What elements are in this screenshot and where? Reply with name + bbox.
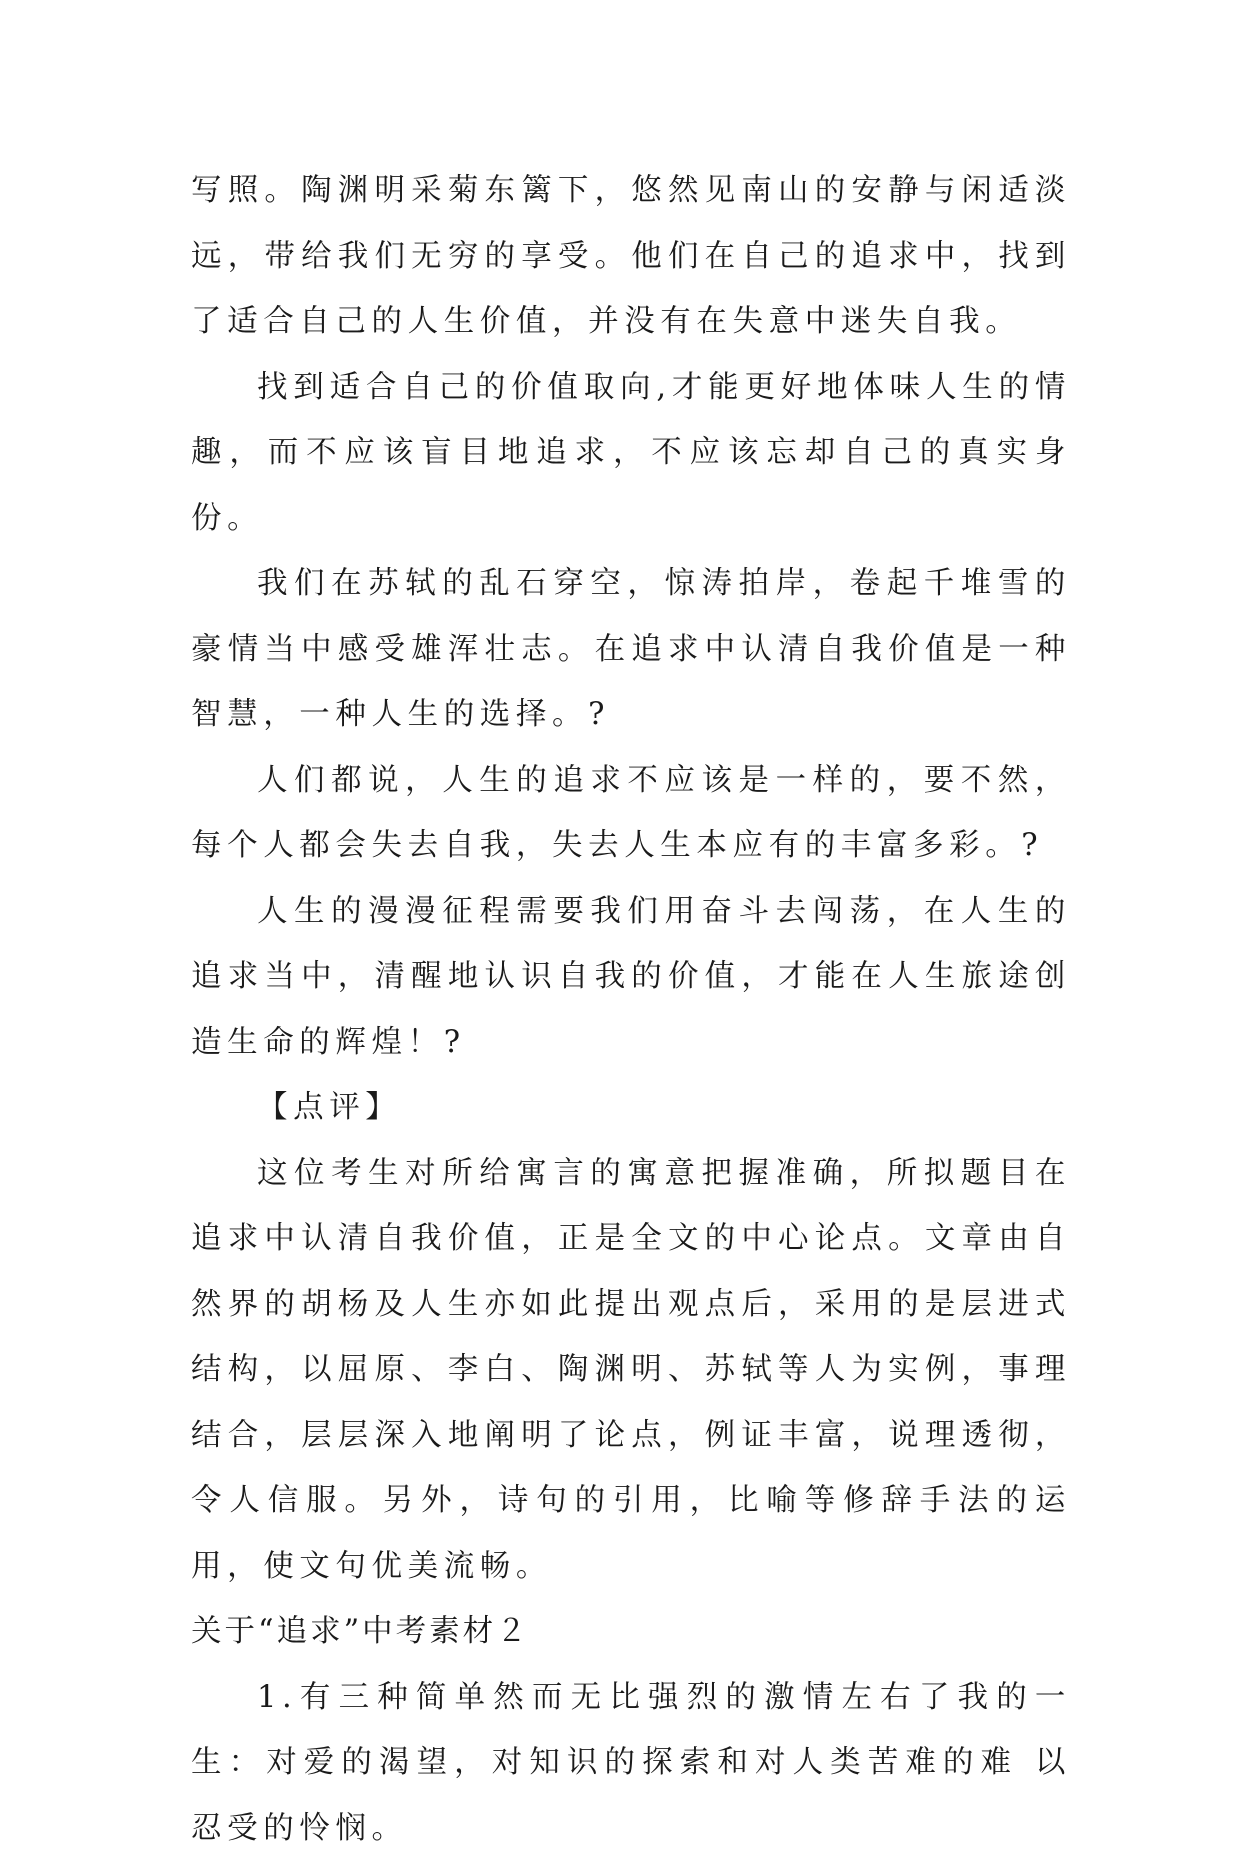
review-paragraph: 这位考生对所给寓言的寓意把握准确，所拟题目在追求中认清自我价值，正是全文的中心论点。文章由自然界的胡杨及人生亦如此提出观点后，采用的是层进式结构，以屈原、李白、陶渊明、苏轼等人为实例，事理结合，层层深入地阐明了论点，例证丰富，说理透彻，令人信服。另外，诗句的引用，比喻等修辞手法的运用，使文句优美流畅。 <box>191 1141 1071 1600</box>
section-item-1: 1.有三种简单然而无比强烈的激情左右了我的一生：对爱的渴望，对知识的探索和对人类苦难的难 以忍受的怜悯。 <box>191 1665 1071 1861</box>
article-paragraph-2: 找到适合自己的价值取向,才能更好地体味人生的情趣，而不应该盲目地追求，不应该忘却自己的真实身份。 <box>191 355 1071 552</box>
review-heading: 【点评】 <box>191 1075 1071 1141</box>
article-paragraph-3: 我们在苏轼的乱石穿空，惊涛拍岸，卷起千堆雪的豪情当中感受雄浑壮志。在追求中认清自我价值是一种智慧，一种人生的选择。? <box>191 551 1071 748</box>
article-paragraph-1: 写照。陶渊明采菊东篱下，悠然见南山的安静与闲适淡远，带给我们无穷的享受。他们在自己的追求中，找到了适合自己的人生价值，并没有在失意中迷失自我。 <box>191 158 1071 355</box>
article-paragraph-5: 人生的漫漫征程需要我们用奋斗去闯荡，在人生的追求当中，清醒地认识自我的价值，才能在人生旅途创造生命的辉煌！? <box>191 879 1071 1076</box>
section-heading: 关于“追求”中考素材２ <box>191 1599 1071 1665</box>
article-paragraph-4: 人们都说，人生的追求不应该是一样的，要不然，每个人都会失去自我，失去人生本应有的丰富多彩。? <box>191 748 1071 879</box>
document-page <box>191 158 1071 1861</box>
